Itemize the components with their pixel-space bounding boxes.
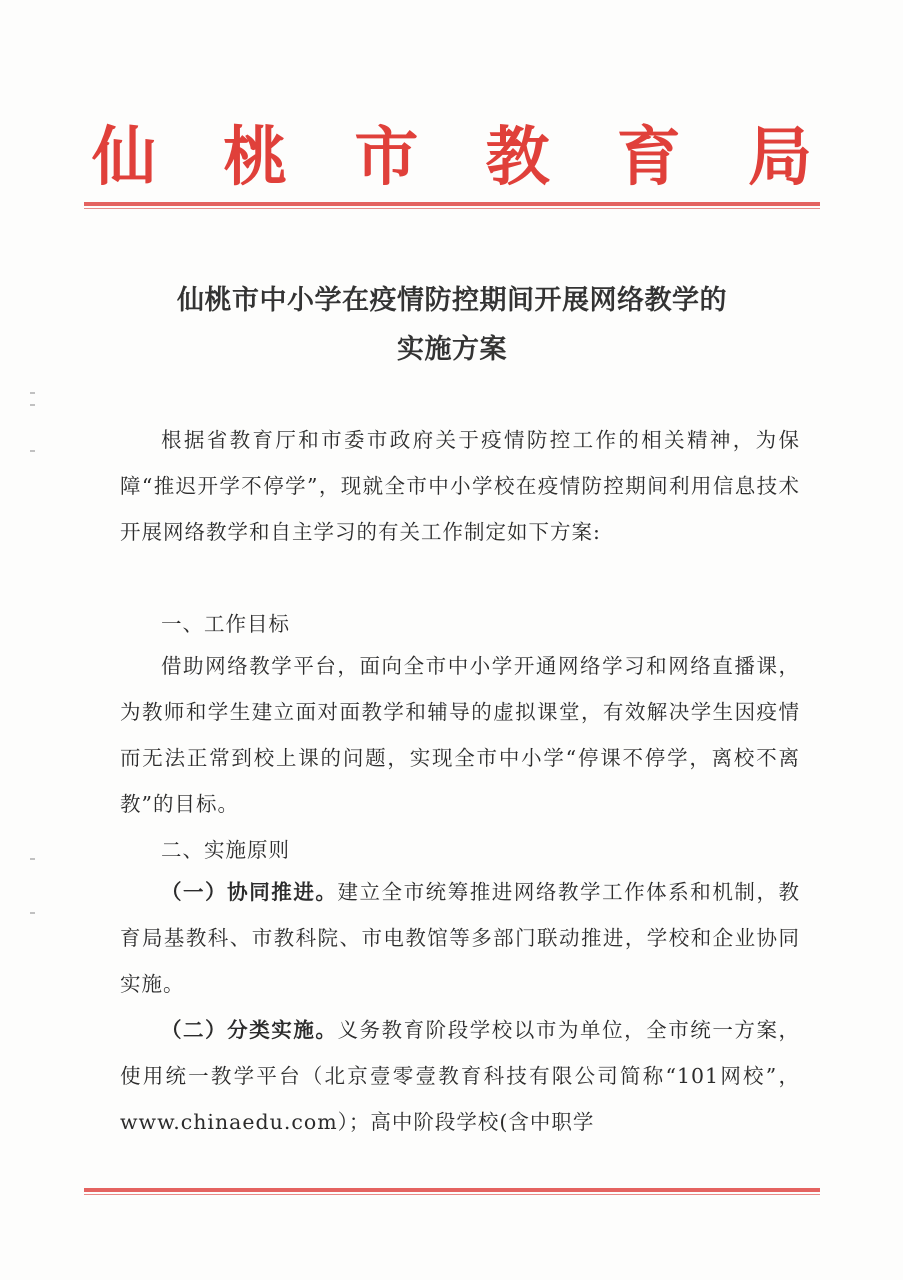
principle-2-label: （二）分类实施。 [161, 1018, 338, 1042]
letterhead-char: 局 [747, 120, 812, 195]
principle-1-paragraph [120, 869, 800, 1007]
principle-2-paragraph [120, 1007, 800, 1145]
scan-margin-mark [30, 858, 35, 860]
scan-margin-mark [30, 392, 35, 394]
section-1-paragraph: 借助网络教学平台，面向全市中小学开通网络学习和网络直播课，为教师和学生建立面对面教学和辅导的虚拟课堂，有效解决学生因疫情而无法正常到校上课的问题，实现全市中小学“停课不停学，离校不离教”的目标。 [120, 654, 800, 816]
scan-margin-mark [30, 912, 35, 914]
principle-1-text: 建立全市统筹推进网络教学工作体系和机制，教育局基教科、市教科院、市电教馆等多部门联动推进，学校和企业协同实施。 [120, 880, 801, 996]
principle-2-text: 义务教育阶段学校以市为单位，全市统一方案，使用统一教学平台（北京壹零壹教育科技有限公司简称“101网校”，www.chinaedu.com）；高中阶段学校(含中职学 [120, 1018, 801, 1134]
section-1-heading: 一、工作目标 [161, 612, 290, 636]
principle-1-label: （一）协同推进。 [161, 880, 338, 904]
section-2-heading: 二、实施原则 [161, 838, 290, 862]
letterhead-char: 市 [354, 120, 419, 195]
scan-margin-mark [30, 404, 35, 406]
letterhead-char: 仙 [92, 120, 156, 195]
letterhead-char: 育 [616, 120, 681, 195]
footer-red-rule [84, 1188, 820, 1195]
letterhead-char: 教 [485, 120, 550, 195]
scan-margin-mark [30, 450, 35, 452]
letterhead-red-rule [84, 202, 820, 209]
document-title-line-2: 实施方案 [397, 334, 507, 365]
letterhead-char: 桃 [223, 120, 288, 195]
letterhead-org-name [84, 118, 820, 198]
intro-paragraph: 根据省教育厅和市委市政府关于疫情防控工作的相关精神，为保障“推迟开学不停学”，现就全市中小学校在疫情防控期间利用信息技术开展网络教学和自主学习的有关工作制定如下方案: [120, 428, 800, 544]
document-title-line-1: 仙桃市中小学在疫情防控期间开展网络教学的 [177, 285, 727, 316]
